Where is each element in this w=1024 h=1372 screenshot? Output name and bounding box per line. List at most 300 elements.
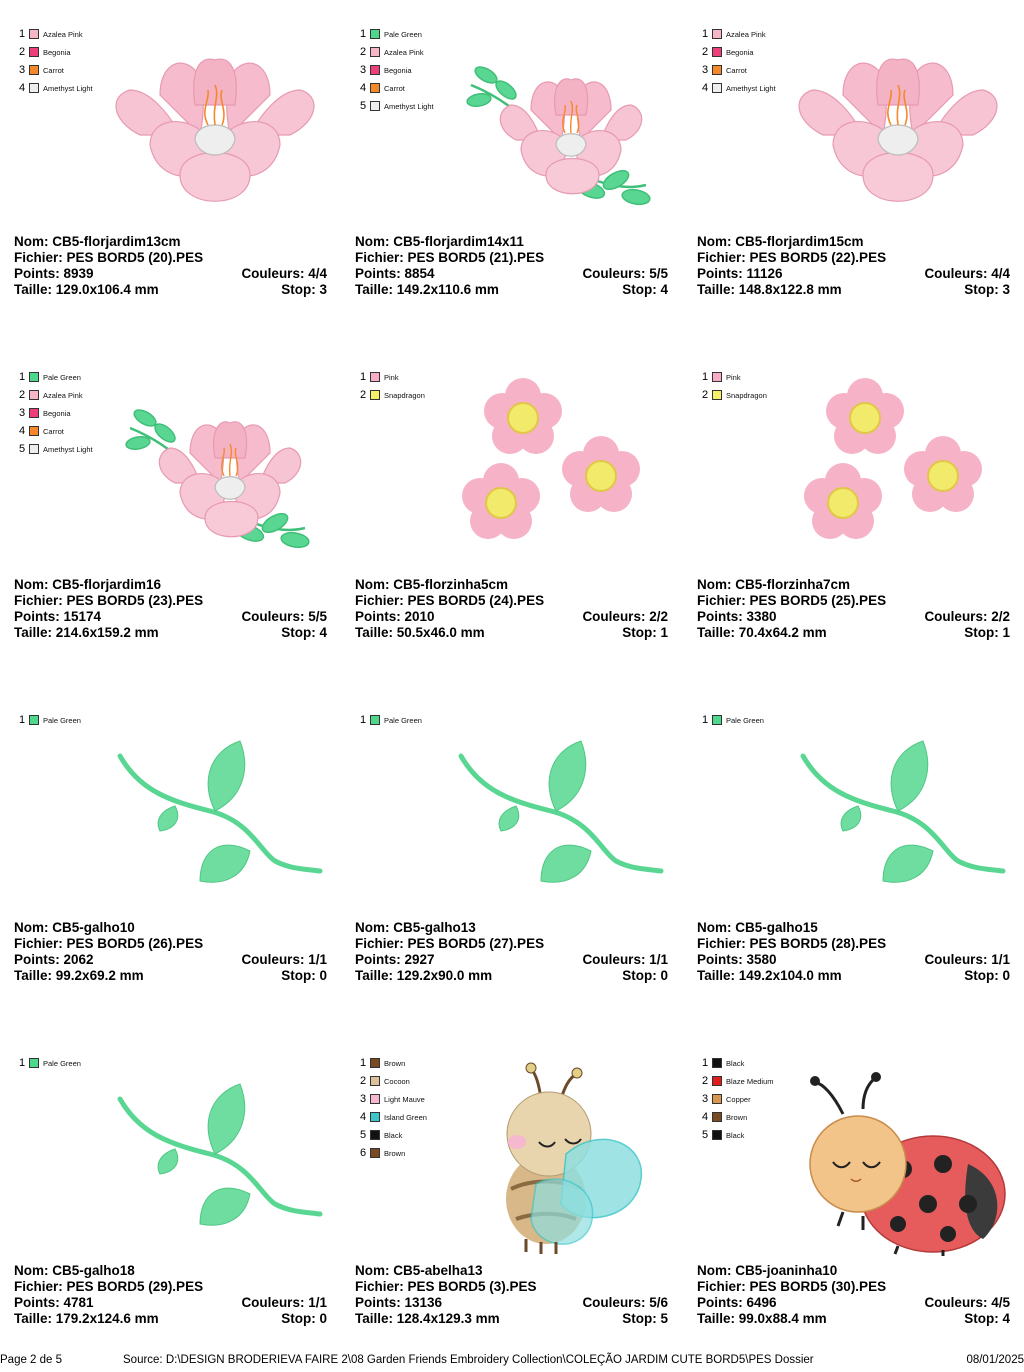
thread-color-swatch (712, 390, 722, 400)
thread-color-swatch (29, 65, 39, 75)
file-name-label: Fichier: (697, 936, 746, 951)
stitch-count-value: 6496 (746, 1295, 777, 1310)
color-count-value: 4/5 (991, 1295, 1010, 1310)
stop-count (281, 1311, 327, 1327)
thread-color-name: Pink (384, 372, 399, 382)
design-info (697, 1263, 1010, 1327)
design-name-label: Nom: (355, 234, 390, 249)
design-name (697, 1263, 837, 1279)
thread-color-swatch (370, 1148, 380, 1158)
file-name-label: Fichier: (355, 593, 404, 608)
design-card (0, 0, 341, 343)
thread-color-name: Brown (384, 1058, 406, 1068)
design-name-value: CB5-florzinha7cm (735, 577, 851, 592)
color-count-value: 5/5 (649, 266, 668, 281)
design-name-value: CB5-abelha13 (393, 1263, 483, 1278)
file-name (14, 250, 203, 266)
stitch-count-value: 15174 (63, 609, 102, 624)
thread-color-legend (19, 25, 93, 97)
design-size-value: 129.2x90.0 mm (396, 968, 493, 983)
design-info (14, 234, 327, 298)
file-name (697, 593, 886, 609)
thread-color-name: Snapdragon (384, 390, 425, 400)
thread-color-swatch (370, 1058, 380, 1068)
design-card (683, 686, 1024, 1029)
file-name-label: Fichier: (14, 250, 63, 265)
thread-color-name: Light Mauve (384, 1094, 425, 1104)
thread-color-swatch (29, 1058, 39, 1068)
thread-color-item (702, 1072, 774, 1090)
design-name (355, 234, 524, 250)
design-card (341, 0, 682, 343)
thread-color-swatch (29, 83, 39, 93)
thread-color-number: 4 (702, 1111, 709, 1123)
thread-color-item (360, 61, 434, 79)
thread-color-number: 4 (360, 1111, 367, 1123)
color-count (924, 266, 1010, 282)
stop-count (281, 968, 327, 984)
design-size (14, 968, 144, 984)
color-count (241, 609, 327, 625)
thread-color-item (360, 386, 425, 404)
stitch-count-value: 2927 (404, 952, 435, 967)
thread-color-number: 5 (360, 1129, 367, 1141)
design-size-value: 50.5x46.0 mm (396, 625, 485, 640)
stitch-count (355, 1295, 442, 1311)
thread-color-item (19, 61, 93, 79)
thread-color-name: Copper (726, 1094, 751, 1104)
design-size (697, 968, 842, 984)
design-info (697, 577, 1010, 641)
stop-count-label: Stop: (964, 625, 999, 640)
design-card (683, 0, 1024, 343)
thread-color-name: Begonia (384, 65, 412, 75)
design-info (355, 577, 668, 641)
thread-color-item (360, 1126, 427, 1144)
branch-art (803, 741, 1003, 882)
stop-count (622, 968, 668, 984)
color-count (924, 609, 1010, 625)
thread-color-legend (702, 711, 764, 729)
file-name (355, 1279, 537, 1295)
stop-count-value: 0 (660, 968, 668, 983)
thread-color-number: 3 (702, 1093, 709, 1105)
thread-color-swatch (370, 47, 380, 57)
stitch-count-label: Points: (697, 1295, 743, 1310)
thread-color-number: 3 (19, 407, 26, 419)
design-name (355, 1263, 483, 1279)
stop-count-value: 1 (660, 625, 668, 640)
color-count-label: Couleurs: (241, 609, 305, 624)
thread-color-swatch (370, 83, 380, 93)
design-name-value: CB5-galho10 (52, 920, 135, 935)
file-name-label: Fichier: (697, 593, 746, 608)
color-count-label: Couleurs: (582, 266, 646, 281)
thread-color-name: Snapdragon (726, 390, 767, 400)
design-name-value: CB5-florjardim13cm (52, 234, 181, 249)
design-size-label: Taille: (697, 1311, 736, 1326)
thread-color-item (360, 1072, 427, 1090)
color-count-value: 2/2 (991, 609, 1010, 624)
embroidery-preview (441, 711, 671, 916)
thread-color-item (702, 25, 776, 43)
file-name-value: PES BORD5 (21).PES (407, 250, 545, 265)
design-info (355, 1263, 668, 1327)
thread-color-swatch (712, 372, 722, 382)
thread-color-number: 6 (360, 1147, 367, 1159)
stop-count-label: Stop: (622, 625, 657, 640)
file-name-value: PES BORD5 (23).PES (66, 593, 204, 608)
stitch-count-value: 2062 (63, 952, 94, 967)
color-count-value: 1/1 (308, 1295, 327, 1310)
thread-color-item (19, 25, 93, 43)
color-count-value: 2/2 (649, 609, 668, 624)
stop-count-value: 4 (1002, 1311, 1010, 1326)
stop-count-value: 5 (660, 1311, 668, 1326)
stop-count-label: Stop: (281, 1311, 316, 1326)
thread-color-item (360, 1108, 427, 1126)
thread-color-item (702, 79, 776, 97)
stop-count-label: Stop: (281, 625, 316, 640)
thread-color-swatch (29, 390, 39, 400)
thread-color-name: Azalea Pink (384, 47, 424, 57)
thread-color-name: Cocoon (384, 1076, 410, 1086)
design-size (355, 282, 499, 298)
color-count (924, 952, 1010, 968)
design-name-value: CB5-florjardim16 (52, 577, 162, 592)
file-name (355, 250, 544, 266)
color-count-value: 4/4 (308, 266, 327, 281)
thread-color-name: Carrot (43, 426, 64, 436)
stop-count (964, 968, 1010, 984)
design-name-label: Nom: (14, 234, 49, 249)
design-name-label: Nom: (14, 577, 49, 592)
thread-color-number: 1 (702, 714, 709, 726)
thread-color-swatch (29, 715, 39, 725)
stitch-count (697, 266, 783, 282)
thread-color-swatch (712, 47, 722, 57)
stop-count (964, 282, 1010, 298)
color-count-label: Couleurs: (924, 952, 988, 967)
design-info (14, 920, 327, 984)
stitch-count (355, 266, 435, 282)
color-count (582, 266, 668, 282)
design-info (14, 577, 327, 641)
design-info (697, 920, 1010, 984)
design-name (355, 577, 508, 593)
stitch-count-label: Points: (14, 1295, 60, 1310)
daisy-flowers-art (462, 378, 640, 539)
thread-color-number: 1 (702, 1057, 709, 1069)
thread-color-swatch (370, 390, 380, 400)
thread-color-number: 1 (702, 28, 709, 40)
color-count-value: 1/1 (308, 952, 327, 967)
design-info (355, 920, 668, 984)
design-card (341, 686, 682, 1029)
stop-count-label: Stop: (622, 282, 657, 297)
file-name-value: PES BORD5 (3).PES (407, 1279, 537, 1294)
thread-color-legend (19, 711, 81, 729)
thread-color-name: Blaze Medium (726, 1076, 774, 1086)
color-count (924, 1295, 1010, 1311)
thread-color-item (360, 79, 434, 97)
branch-art (120, 741, 320, 882)
file-name-value: PES BORD5 (22).PES (749, 250, 887, 265)
stop-count-value: 3 (319, 282, 327, 297)
stop-count (622, 1311, 668, 1327)
thread-color-item (360, 711, 422, 729)
thread-color-number: 2 (702, 1075, 709, 1087)
design-info (14, 1263, 327, 1327)
thread-color-legend (19, 368, 93, 458)
thread-color-item (19, 440, 93, 458)
design-size-label: Taille: (14, 1311, 53, 1326)
thread-color-swatch (370, 1112, 380, 1122)
stop-count-value: 0 (319, 968, 327, 983)
design-size-label: Taille: (355, 968, 394, 983)
stop-count-value: 4 (660, 282, 668, 297)
design-card (0, 686, 341, 1029)
color-count-label: Couleurs: (241, 1295, 305, 1310)
stitch-count (697, 1295, 777, 1311)
color-count (582, 952, 668, 968)
design-card (0, 343, 341, 686)
design-card (0, 1029, 341, 1372)
design-size (355, 1311, 500, 1327)
thread-color-swatch (370, 65, 380, 75)
design-card (683, 1029, 1024, 1372)
stitch-count (697, 952, 777, 968)
thread-color-number: 2 (702, 46, 709, 58)
thread-color-swatch (712, 1094, 722, 1104)
design-size-value: 179.2x124.6 mm (55, 1311, 159, 1326)
thread-color-number: 4 (702, 82, 709, 94)
thread-color-name: Carrot (43, 65, 64, 75)
design-size-value: 149.2x104.0 mm (738, 968, 842, 983)
thread-color-number: 2 (360, 1075, 367, 1087)
color-count-label: Couleurs: (582, 609, 646, 624)
design-size-label: Taille: (355, 282, 394, 297)
stop-count (622, 625, 668, 641)
design-size (355, 625, 485, 641)
thread-color-number: 1 (702, 371, 709, 383)
stop-count-label: Stop: (964, 1311, 999, 1326)
color-count-value: 4/4 (991, 266, 1010, 281)
file-name (355, 593, 544, 609)
stitch-count-label: Points: (697, 952, 743, 967)
stop-count (964, 1311, 1010, 1327)
color-count-value: 5/5 (308, 609, 327, 624)
thread-color-name: Azalea Pink (43, 29, 83, 39)
branch-art (461, 741, 661, 882)
design-name-label: Nom: (697, 1263, 732, 1278)
thread-color-item (702, 1126, 774, 1144)
embroidery-preview (441, 25, 671, 230)
thread-color-legend (702, 25, 776, 97)
design-name (14, 920, 135, 936)
color-count-label: Couleurs: (241, 952, 305, 967)
design-size (355, 968, 492, 984)
thread-color-swatch (370, 372, 380, 382)
design-size (14, 282, 159, 298)
thread-color-swatch (29, 408, 39, 418)
design-size-label: Taille: (697, 282, 736, 297)
thread-color-item (360, 43, 434, 61)
thread-color-legend (19, 1054, 81, 1072)
thread-color-name: Black (726, 1130, 745, 1140)
design-card (341, 1029, 682, 1372)
thread-color-name: Azalea Pink (726, 29, 766, 39)
stitch-count (14, 266, 94, 282)
thread-color-number: 4 (360, 82, 367, 94)
stop-count-value: 1 (1002, 625, 1010, 640)
thread-color-number: 1 (360, 714, 367, 726)
thread-color-legend (702, 1054, 774, 1144)
thread-color-number: 4 (19, 425, 26, 437)
design-size-value: 99.0x88.4 mm (738, 1311, 827, 1326)
file-name (697, 250, 886, 266)
stitch-count-value: 8854 (404, 266, 435, 281)
file-name (697, 936, 886, 952)
stitch-count-label: Points: (355, 1295, 401, 1310)
stitch-count-label: Points: (14, 266, 60, 281)
file-name-label: Fichier: (14, 593, 63, 608)
file-name (14, 936, 203, 952)
stitch-count-label: Points: (14, 952, 60, 967)
thread-color-swatch (712, 1058, 722, 1068)
thread-color-item (19, 386, 93, 404)
design-name-label: Nom: (355, 920, 390, 935)
file-name-value: PES BORD5 (30).PES (749, 1279, 887, 1294)
stitch-count-value: 3580 (746, 952, 777, 967)
color-count-label: Couleurs: (241, 266, 305, 281)
stop-count-label: Stop: (964, 968, 999, 983)
thread-color-name: Begonia (726, 47, 754, 57)
color-count (241, 952, 327, 968)
source-path: Source: D:\DESIGN BRODERIEVA FAIRE 2\08 Garden Friends Embroidery Collection\COLEÇÃO JARDIM CUTE BORD5\PES Dossier (123, 1354, 814, 1366)
thread-color-item (19, 1054, 81, 1072)
stop-count-value: 0 (319, 1311, 327, 1326)
design-name (355, 920, 476, 936)
color-count (241, 1295, 327, 1311)
bee-art (506, 1063, 641, 1254)
design-name (697, 234, 864, 250)
design-name-label: Nom: (14, 920, 49, 935)
thread-color-swatch (29, 47, 39, 57)
thread-color-item (702, 1054, 774, 1072)
thread-color-number: 1 (360, 28, 367, 40)
thread-color-number: 3 (19, 64, 26, 76)
design-info (697, 234, 1010, 298)
stitch-count (14, 609, 101, 625)
embroidery-preview (783, 368, 1013, 573)
embroidery-preview (100, 25, 330, 230)
thread-color-item (19, 368, 93, 386)
thread-color-item (702, 1108, 774, 1126)
design-name (697, 920, 818, 936)
thread-color-swatch (29, 372, 39, 382)
design-size (697, 282, 842, 298)
stop-count-value: 3 (1002, 282, 1010, 297)
color-count-label: Couleurs: (582, 1295, 646, 1310)
design-size-value: 214.6x159.2 mm (55, 625, 159, 640)
design-name-value: CB5-florzinha5cm (393, 577, 509, 592)
design-size-value: 149.2x110.6 mm (396, 282, 499, 297)
thread-color-name: Black (726, 1058, 745, 1068)
stitch-count-label: Points: (14, 609, 60, 624)
design-name-label: Nom: (355, 1263, 390, 1278)
design-size (14, 625, 159, 641)
design-size (697, 1311, 827, 1327)
stitch-count-label: Points: (697, 266, 743, 281)
embroidery-preview (100, 1054, 330, 1259)
thread-color-swatch (712, 1130, 722, 1140)
stop-count-label: Stop: (964, 282, 999, 297)
stop-count (281, 625, 327, 641)
thread-color-number: 2 (360, 389, 367, 401)
thread-color-number: 2 (19, 389, 26, 401)
stitch-count-value: 13136 (404, 1295, 443, 1310)
design-name-value: CB5-galho13 (393, 920, 476, 935)
stitch-count-value: 11126 (746, 266, 783, 281)
thread-color-item (360, 97, 434, 115)
thread-color-number: 5 (19, 443, 26, 455)
color-count-label: Couleurs: (924, 266, 988, 281)
thread-color-name: Azalea Pink (43, 390, 83, 400)
thread-color-name: Black (384, 1130, 403, 1140)
thread-color-legend (360, 368, 425, 404)
thread-color-name: Amethyst Light (43, 444, 93, 454)
thread-color-name: Pale Green (43, 372, 81, 382)
thread-color-number: 1 (19, 28, 26, 40)
file-name-value: PES BORD5 (24).PES (407, 593, 545, 608)
thread-color-name: Carrot (726, 65, 747, 75)
thread-color-number: 1 (360, 371, 367, 383)
stitch-count (697, 609, 777, 625)
embroidery-preview (783, 1054, 1013, 1259)
thread-color-item (19, 404, 93, 422)
thread-color-name: Brown (726, 1112, 748, 1122)
design-name-label: Nom: (697, 920, 732, 935)
lotus-flower-art (799, 59, 997, 201)
page-footer (0, 1354, 1024, 1370)
thread-color-swatch (712, 1112, 722, 1122)
thread-color-name: Pale Green (43, 715, 81, 725)
thread-color-item (360, 1144, 427, 1162)
thread-color-number: 1 (19, 1057, 26, 1069)
thread-color-number: 5 (702, 1129, 709, 1141)
file-name-label: Fichier: (14, 1279, 63, 1294)
design-name-label: Nom: (14, 1263, 49, 1278)
file-name-value: PES BORD5 (28).PES (749, 936, 887, 951)
thread-color-name: Pink (726, 372, 741, 382)
file-name-label: Fichier: (697, 1279, 746, 1294)
stop-count-label: Stop: (281, 282, 316, 297)
thread-color-name: Pale Green (384, 715, 422, 725)
stop-count-value: 4 (319, 625, 327, 640)
thread-color-item (702, 43, 776, 61)
color-count-value: 1/1 (649, 952, 668, 967)
stitch-count-label: Points: (355, 952, 401, 967)
stitch-count (355, 952, 435, 968)
thread-color-number: 3 (702, 64, 709, 76)
design-size-label: Taille: (14, 625, 53, 640)
thread-color-number: 1 (360, 1057, 367, 1069)
design-size-value: 128.4x129.3 mm (396, 1311, 500, 1326)
stop-count (964, 625, 1010, 641)
thread-color-legend (702, 368, 767, 404)
stitch-count (14, 1295, 94, 1311)
